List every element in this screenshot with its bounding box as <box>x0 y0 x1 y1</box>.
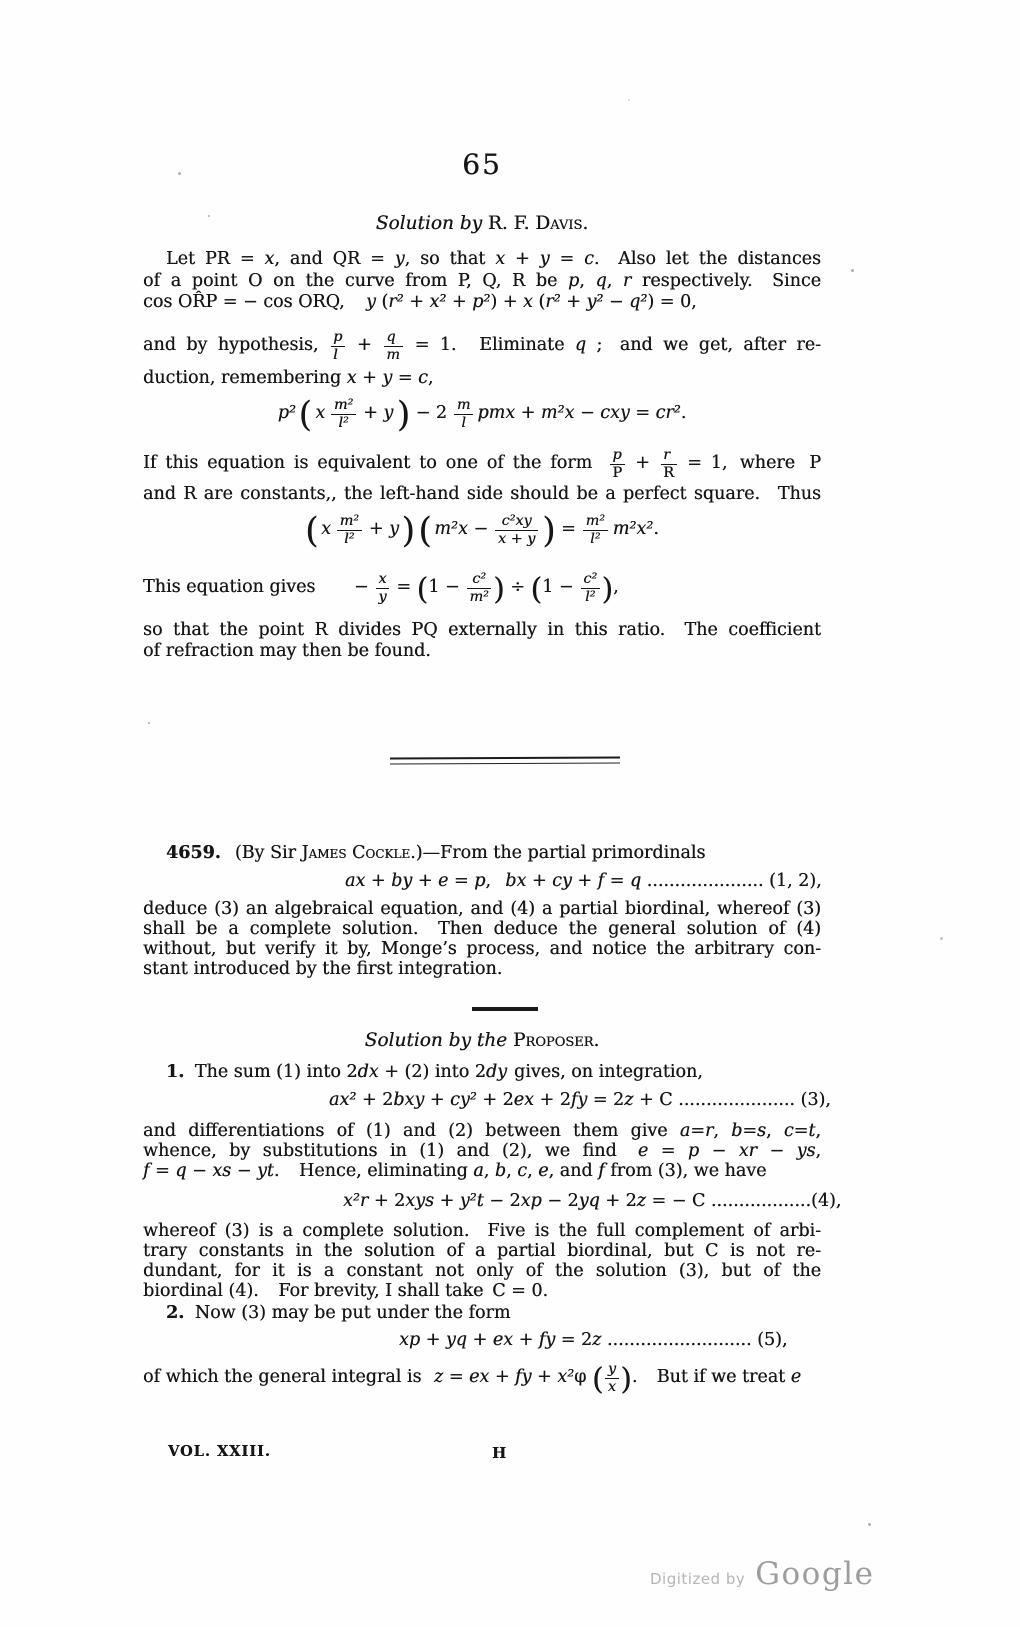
davis-paragraph-line: of a point O on the curve from P, Q, R be p, q, r respectively. Since <box>143 271 821 291</box>
display-equation-b: ( x $\frac{\text{m²}}{\text{l²}}$ + y) ( m²x − $\frac{\text{c²xy}}{x + y}$ ) = $\frac{\text{m²}}{\text{l²}}$ m²x². <box>305 511 659 552</box>
problem-statement-line: stant introduced by the first integration. <box>143 959 503 979</box>
scan-speck <box>208 215 210 217</box>
digitized-by-text: Digitized by <box>650 1570 746 1588</box>
problem-statement-line: 4659. (By Sir James Cockle.)—From the partial primordinals <box>166 843 706 863</box>
scan-speck <box>868 1523 871 1526</box>
digitized-watermark <box>650 1556 874 1592</box>
display-equation-a: p²( x $\frac{\text{m²}}{\text{l²}}$ + y ) − 2 $\frac{m}{l}$ pmx + m²x − cxy = cr². <box>277 395 687 436</box>
davis-paragraph-line: This equation gives − $\frac{x}{y}$ = (1 − $\frac{\text{c²}}{\text{m²}}$ ) ÷ (1 − $\frac{\text{c²}}{\text{l²}}$ ), <box>143 571 619 608</box>
davis-paragraph-line: of refraction may then be found. <box>143 641 431 661</box>
numbered-equation-5: xp + yq + ex + fy = 2z .......................... (5), <box>399 1330 788 1350</box>
davis-paragraph-line: and R are constants,, the left-hand side should be a perfect square. Thus <box>143 484 821 504</box>
scan-speck <box>178 172 181 175</box>
davis-paragraph-line: and by hypothesis, $\frac{p}{l}$ + $\frac{q}{m}$ = 1. Eliminate q ; and we get, after re- <box>143 329 821 363</box>
scan-speck <box>940 937 943 940</box>
proposer-paragraph-line: f = q − xs − yt. Hence, eliminating a, b, c, e, and f from (3), we have <box>143 1161 767 1181</box>
proposer-paragraph-line: 1. The sum (1) into 2dx + (2) into 2dy gives, on integration, <box>166 1062 703 1082</box>
footer-volume-label: VOL. XXIII. <box>168 1443 271 1460</box>
section-divider-short-rule <box>472 1007 538 1011</box>
proposer-paragraph-line: dundant, for it is a constant not only of the solution (3), but of the <box>143 1261 821 1281</box>
proposer-paragraph-line: trary constants in the solution of a partial biordinal, but C is not re- <box>143 1241 821 1261</box>
proposer-paragraph-line: whereof (3) is a complete solution. Five is the full complement of arbi- <box>143 1221 821 1241</box>
proposer-paragraph-line: 2. Now (3) may be put under the form <box>166 1303 511 1323</box>
proposer-solution-heading: Solution by the Proposer. <box>364 1030 600 1051</box>
proposer-paragraph-line: of which the general integral is z = ex + fy + x²φ ( $\frac{y}{x}$ ). But if we treat e <box>143 1361 802 1398</box>
proposer-paragraph-line: biordinal (4). For brevity, I shall take C = 0. <box>143 1281 549 1301</box>
numbered-equation-4: x²r + 2xys + y²t − 2xp − 2yq + 2z = − C ..................(4), <box>343 1191 842 1211</box>
proposer-paragraph-line: and differentiations of (1) and (2) between them give a=r, b=s, c=t, <box>143 1121 821 1141</box>
page-number <box>143 148 821 181</box>
davis-solution-heading: Solution by R. F. Davis. <box>375 213 589 234</box>
footer-signature-mark: H <box>492 1444 507 1462</box>
davis-paragraph-line: Let PR = x, and QR = y, so that x + y = c. Also let the distances <box>166 249 821 269</box>
davis-paragraph-line: If this equation is equivalent to one of the form $\frac{p}{P}$ + $\frac{r}{R}$ = 1, where P <box>143 447 821 481</box>
page-number-text: 65 <box>462 148 502 181</box>
davis-paragraph-line: duction, remembering x + y = c, <box>143 368 434 388</box>
section-divider-double-rule <box>390 756 620 764</box>
problem-statement-line: deduce (3) an algebraical equation, and (4) a partial biordinal, whereof (3) <box>143 899 821 919</box>
proposer-paragraph-line: whence, by substitutions in (1) and (2), we find e = p − xr − ys, <box>143 1141 822 1161</box>
numbered-equation-3: ax² + 2bxy + cy² + 2ex + 2fy = 2z + C ..................... (3), <box>329 1090 831 1110</box>
problem-statement-line: shall be a complete solution. Then deduce the general solution of (4) <box>143 919 822 939</box>
google-logo: Google <box>755 1556 875 1592</box>
davis-paragraph-line: so that the point R divides PQ externally in this ratio. The coefficient <box>143 620 821 640</box>
numbered-equation-1-2: ax + by + e = p, bx + cy + f = q ..................... (1, 2), <box>345 871 822 891</box>
scan-speck <box>851 269 854 272</box>
scan-speck <box>628 99 630 101</box>
problem-statement-line: without, but verify it by, Monge’s process, and notice the arbitrary con- <box>143 939 821 959</box>
davis-paragraph-line: cos OR̂P = − cos ORQ, y (r² + x² + p²) + x (r² + y² − q²) = 0, <box>143 292 697 312</box>
scan-speck <box>148 722 150 724</box>
